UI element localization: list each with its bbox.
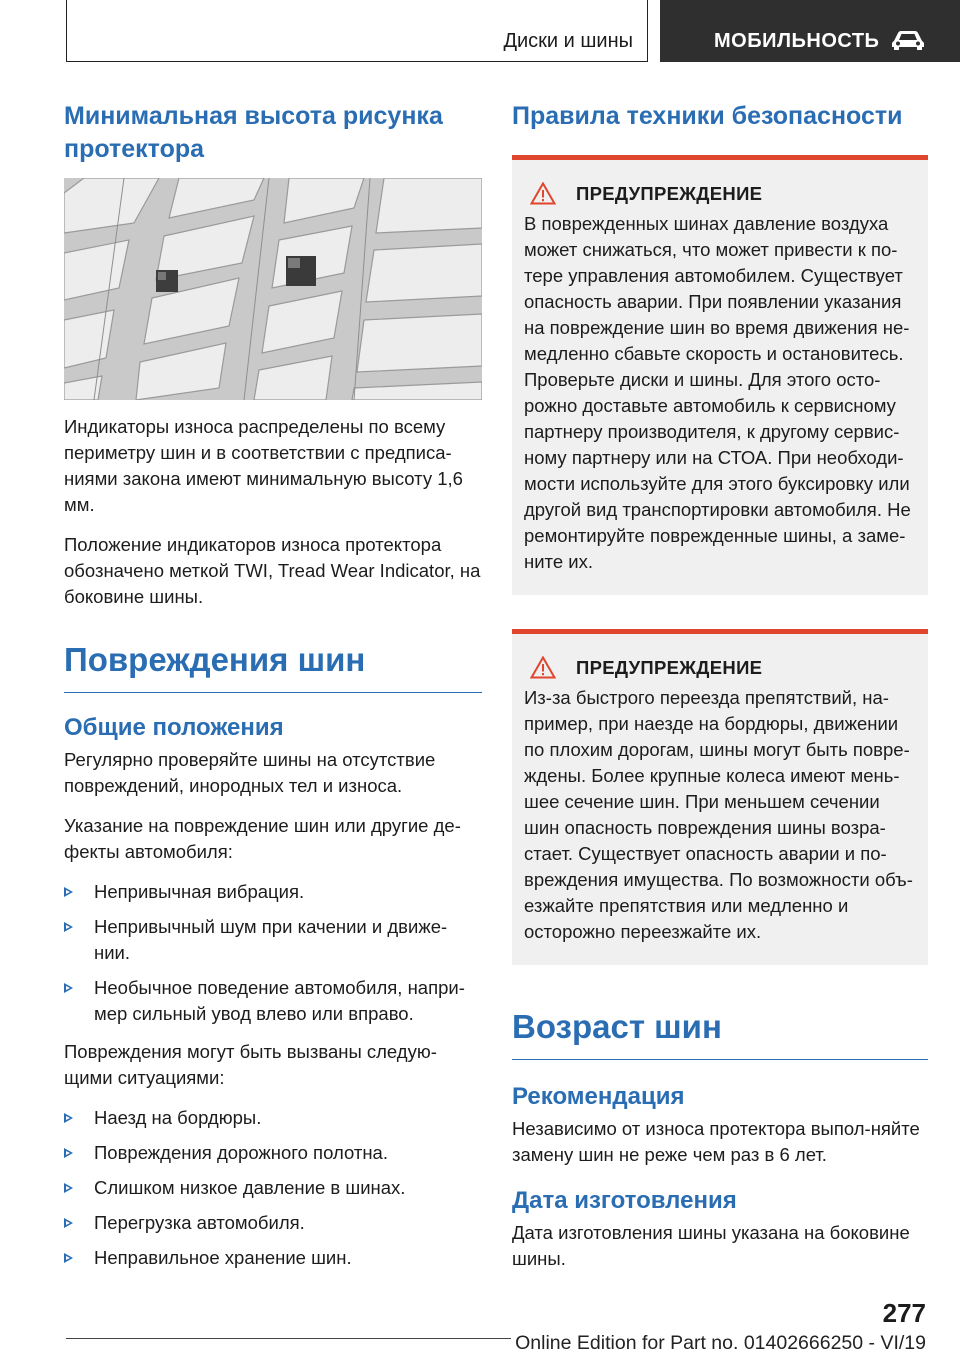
bullet-triangle-icon [64, 1148, 73, 1158]
safety-heading: Правила техники безопасности [512, 102, 903, 130]
bullet-triangle-icon [64, 1253, 73, 1263]
chapter-tab [660, 0, 960, 62]
car-icon [890, 28, 926, 50]
list-item: Перегрузка автомобиля. [64, 1210, 482, 1236]
warning-box [512, 629, 928, 965]
right-column [512, 100, 928, 1286]
general-heading: Общие положения [64, 714, 284, 741]
warning-icon [530, 182, 556, 205]
warning-box [512, 155, 928, 595]
left-column [64, 100, 482, 1283]
general-paragraph-2: Указание на повреждение шин или другие де-фекты автомобиля: [64, 815, 461, 862]
symptoms-list [64, 879, 482, 1027]
tread-paragraph-1: Индикаторы износа распределены по всему периметру шин и в соответствии с предписа-ниями закона имеют минимальную высоту 1,6 мм. [64, 416, 463, 515]
bullet-triangle-icon [64, 887, 73, 897]
recommendation-heading: Рекомендация [512, 1083, 685, 1110]
page-header [0, 0, 960, 66]
recommendation-text: Независимо от износа протектора выпол-няйте замену шин не реже чем раз в 6 лет. [512, 1118, 920, 1165]
causes-list [64, 1105, 482, 1271]
chapter-label: МОБИЛЬНОСТЬ [714, 30, 880, 52]
page-footer [0, 1290, 960, 1362]
list-item: Непривычный шум при качении и движе-нии. [64, 914, 482, 966]
page-number: 277 [882, 1298, 926, 1328]
warning-title: ПРЕДУПРЕЖДЕНИЕ [576, 182, 763, 204]
tread-depth-heading: Минимальная высота рисунка протектора [64, 102, 443, 163]
tire-damage-heading: Повреждения шин [64, 638, 482, 693]
edition-label: Online Edition for Part no. 01402666250 - VI/19 [511, 1332, 926, 1355]
list-item: Необычное поведение автомобиля, напри-мер сильный увод влево или вправо. [64, 975, 482, 1027]
general-paragraph-1: Регулярно проверяйте шины на отсутствие повреждений, инородных тел и износа. [64, 749, 436, 796]
list-item: Наезд на бордюры. [64, 1105, 482, 1131]
manufacture-date-text: Дата изготовления шины указана на боковине шины. [512, 1222, 910, 1269]
warning-icon [530, 656, 556, 679]
tire-age-heading: Возраст шин [512, 1005, 928, 1060]
bullet-triangle-icon [64, 1113, 73, 1123]
section-label: Диски и шины [66, 0, 648, 62]
manufacture-date-heading: Дата изготовления [512, 1187, 737, 1214]
causes-intro: Повреждения могут быть вызваны следую-щими ситуациями: [64, 1041, 437, 1088]
list-item: Непривычная вибрация. [64, 879, 482, 905]
tread-paragraph-2: Положение индикаторов износа протектора обозначено меткой TWI, Tread Wear Indicator, на боковине шины. [64, 534, 481, 607]
tread-wear-indicator-image [64, 178, 482, 400]
list-item: Повреждения дорожного полотна. [64, 1140, 482, 1166]
bullet-triangle-icon [64, 1218, 73, 1228]
bullet-triangle-icon [64, 983, 73, 993]
bullet-triangle-icon [64, 1183, 73, 1193]
warning-title: ПРЕДУПРЕЖДЕНИЕ [576, 656, 763, 678]
bullet-triangle-icon [64, 922, 73, 932]
warning-text: Из-за быстрого переезда препятствий, на-пример, при наезде на бордюры, движении по плохим дорогам, шины могут быть повре-ждены. Более крупные колеса имеют мень-шее сечение шин. При меньшем сечении шин опасность повреждения шины возра-стает. Существует опасность аварии и по-вреждения имущества. По возможности объ-езжайте препятствия или медленно и осторожно переезжайте их. [524, 687, 913, 942]
warning-text: В поврежденных шинах давление воздуха может снижаться, что может привести к по-тере управления автомобилем. Существует опасность аварии. При появлении указания на повреждение шин во время движения не-медленно сбавьте скорость и остановитесь. Проверьте диски и шины. Для этого осто-рожно доставьте автомобиль к сервисному партнеру производителя, к другому сервис-ному партнеру или на СТОА. При необходи-мости используйте для этого буксировку или другой вид транспортировки автомобиля. Не ремонтируйте поврежденные шины, а заме-ните их. [524, 213, 911, 572]
list-item: Неправильное хранение шин. [64, 1245, 482, 1271]
list-item: Слишком низкое давление в шинах. [64, 1175, 482, 1201]
